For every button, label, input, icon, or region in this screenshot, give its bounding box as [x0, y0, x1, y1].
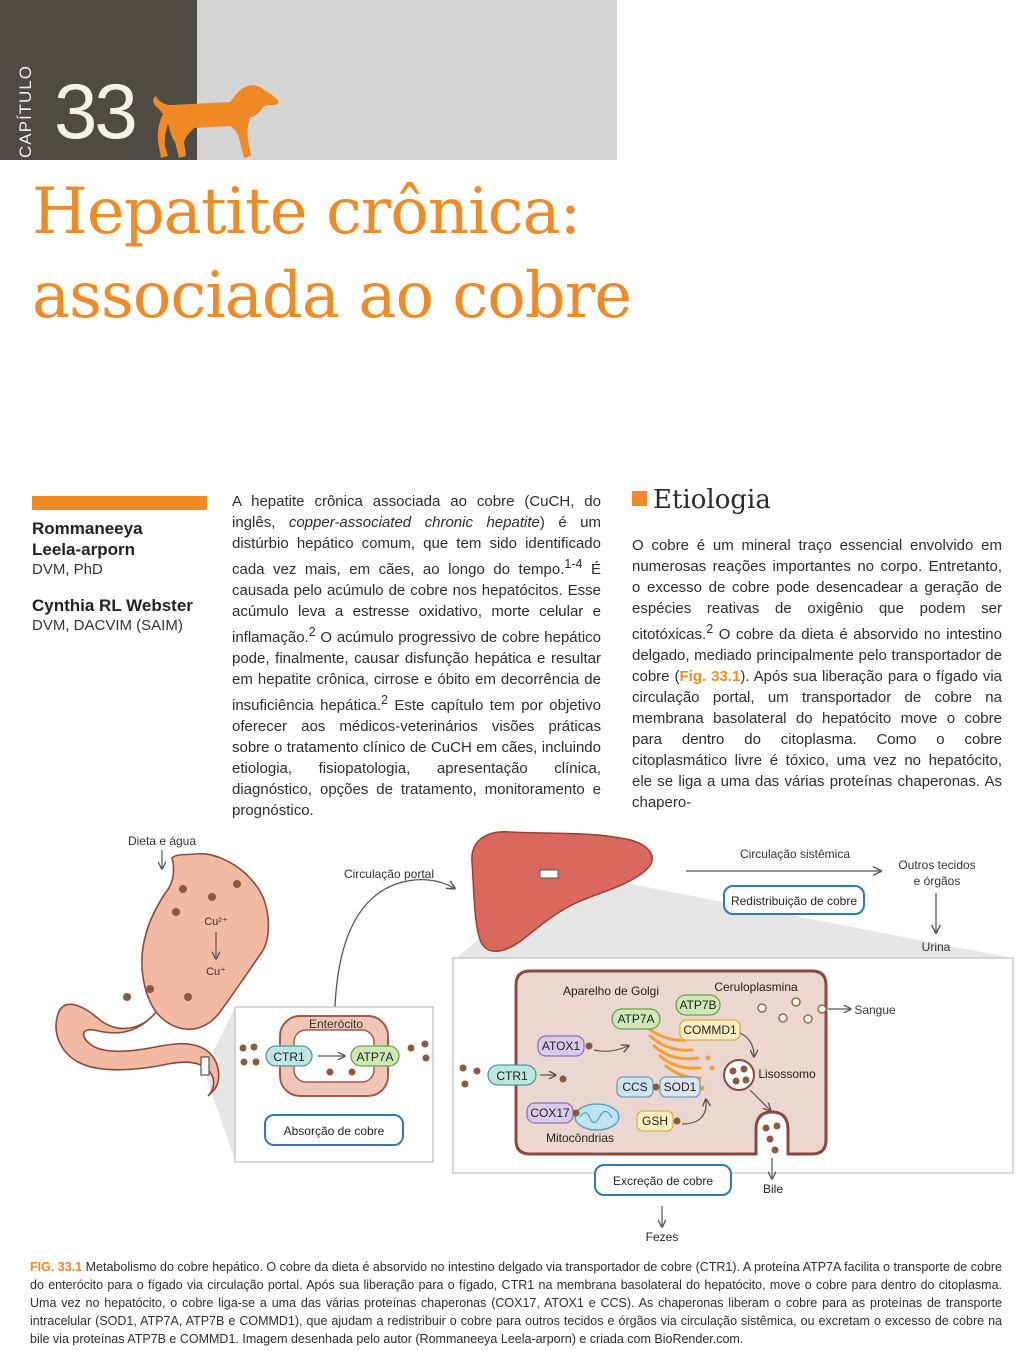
author-1-name-line-2: Leela-arporn — [32, 540, 135, 559]
intro-text-4: O acúmulo progressivo de cobre hepático pode, finalmente, causar disfunção hepática e resultar em hepatite crônica, cirrose e óbito em decorrência de insuficiência hepática. — [232, 629, 601, 714]
redistribution-label: Redistribuição de cobre — [730, 894, 858, 908]
author-1-name-line-1: Rommaneeya — [32, 519, 143, 538]
chapter-title-line-2: associada ao cobre — [32, 259, 632, 333]
chapter-title-line-1: Hepatite crônica: — [32, 175, 581, 249]
systemic-circulation-label: Circulação sistêmica — [739, 847, 851, 861]
mitochondria-label: Mitocôndrias — [545, 1131, 615, 1145]
figure-reference-link[interactable]: Fig. 33.1 — [679, 668, 741, 685]
intro-text-5: Este capítulo tem por objetivo oferecer aos médicos-veterinários visões práticas sobre o tratamento clínico de CuCH em cães, incluindo etiologia, fisiopatologia, apresentação clínica, diagnóstico, opções de tratamento, monitoramento e prognóstico. — [232, 697, 601, 819]
enterocyte-label: Enterócito — [308, 1017, 364, 1031]
cu2-label: Cu²⁺ — [204, 916, 228, 928]
copper-absorption-label: Absorção de cobre — [283, 1124, 385, 1138]
intro-ref-1: 1-4 — [564, 557, 583, 571]
figure-caption-label: FIG. 33.1 — [30, 1260, 83, 1274]
atp7a-hepatocyte-label: ATP7A — [617, 1012, 655, 1026]
sod1-label: SOD1 — [663, 1080, 697, 1094]
intro-text-1: A hepatite crônica associada ao cobre (CuCH, do inglês, — [232, 493, 601, 531]
feces-label: Fezes — [645, 1230, 679, 1244]
atox1-label: ATOX1 — [541, 1039, 581, 1053]
intestine-zoom-marker — [201, 1057, 209, 1075]
etio-text-3: ). Após sua liberação para o fígado via circulação portal, um transportador de cobre na membrana basolateral do hepatócito move o cobre para dentro do citoplasma. Como o cobre citoplasmático livre é tóxico, uma vez no hepatócito, ele se liga a uma das várias proteínas chaperonas. As chapero- — [632, 668, 1003, 811]
gsh-label: GSH — [641, 1114, 669, 1128]
lysosome-organelle — [724, 1060, 754, 1090]
section-heading-text: Etiologia — [653, 485, 771, 515]
ceruloplasmin-label: Ceruloplasmina — [714, 980, 798, 994]
atp7b-label: ATP7B — [679, 998, 717, 1012]
intro-ref-2: 2 — [308, 625, 316, 639]
ctr1-enterocyte-label: CTR1 — [273, 1050, 305, 1064]
commd1-label: COMMD1 — [683, 1023, 737, 1037]
intro-ref-3: 2 — [381, 693, 388, 707]
chapter-label: CAPÍTULO — [16, 64, 35, 158]
intestine-zoom-projection — [207, 1007, 235, 1160]
figure-caption — [30, 1258, 1002, 1348]
section-heading-etiologia — [632, 485, 771, 515]
etiologia-paragraph — [632, 535, 1002, 813]
chapter-title — [32, 170, 631, 338]
author-2-degrees: DVM, DACVIM (SAIM) — [32, 617, 183, 634]
other-tissues-label-2: e órgãos — [913, 874, 961, 888]
intro-text-2: ) é um distúrbio hepático comum, que tem sido identificado cada vez mais, em cães, ao longo do tempo. — [232, 514, 601, 578]
mitochondria-organelle — [575, 1104, 619, 1130]
atp7a-enterocyte-label: ATP7A — [356, 1050, 394, 1064]
ctr1-hepatocyte-label: CTR1 — [496, 1069, 528, 1083]
etio-text-1: O cobre é um mineral traço essencial envolvido em numerosas reações importantes no corpo. Entretanto, o excesso de cobre pode desencadear a geração de espécies reativas de oxigênio que podem ser citotóxicas. — [632, 537, 1002, 643]
author-2 — [32, 595, 193, 635]
urine-label: Urina — [921, 940, 951, 954]
cu1-label: Cu⁺ — [206, 966, 226, 978]
copper-excretion-label: Excreção de cobre — [612, 1174, 714, 1188]
golgi-label: Aparelho de Golgi — [562, 984, 660, 998]
ccs-label: CCS — [622, 1080, 648, 1094]
intro-paragraph — [232, 491, 601, 821]
intro-text-3: É causada pelo acúmulo de cobre nos hepatócitos. Esse acúmulo leva a estresse oxidativo, morte celular e inflamação. — [232, 561, 601, 646]
figure-caption-text: Metabolismo do cobre hepático. O cobre da dieta é absorvido no intestino delgado via transportador de cobre (CTR1). A proteína ATP7A facilita o transporte de cobre do enterócito para o fígado via circulação portal. Após sua liberação para o fígado, CTR1 na membrana basolateral do hepatócito, move o cobre para dentro do citoplasma. Uma vez no hepatócito, o cobre liga-se a uma das várias proteínas chaperonas (COX17, ATOX1 e CCS). As chaperonas liberam o cobre para as proteínas de transporte intracelular (SOD1, ATP7A, ATP7B e COMMD1), que ajudam a redistribuir o cobre para outros tecidos e órgãos via circulação sistêmica, ou excretam o excesso de cobre na bile via proteínas ATP7B e COMMD1. Imagem desenhada pelo autor (Rommaneeya Leela-arporn) e criada com BioRender.com. — [30, 1260, 1002, 1346]
copper-metabolism-figure — [0, 810, 1024, 1250]
bile-label: Bile — [762, 1182, 784, 1196]
author-1-degrees: DVM, PhD — [32, 561, 103, 578]
blood-label: Sangue — [854, 1003, 896, 1017]
author-accent-bar — [32, 496, 207, 510]
dog-icon — [150, 80, 285, 162]
other-tissues-label-1: Outros tecidos — [898, 858, 976, 872]
etio-ref-1: 2 — [706, 622, 714, 636]
lysosome-label: Lisossomo — [758, 1067, 816, 1081]
chapter-number: 33 — [54, 67, 135, 155]
etio-text-2: O cobre da dieta é absorvido no intestino delgado, mediado principalmente pelo transportador de cobre ( — [632, 626, 1002, 685]
author-1 — [32, 518, 143, 579]
cox17-label: COX17 — [530, 1106, 570, 1120]
heading-square-icon — [632, 491, 647, 506]
author-2-name: Cynthia RL Webster — [32, 596, 193, 615]
diet-water-label: Dieta e água — [127, 834, 197, 848]
intro-italic-term: copper-associated chronic hepatite — [288, 514, 540, 531]
portal-circulation-label: Circulação portal — [343, 867, 435, 881]
liver-zoom-marker — [540, 870, 558, 878]
